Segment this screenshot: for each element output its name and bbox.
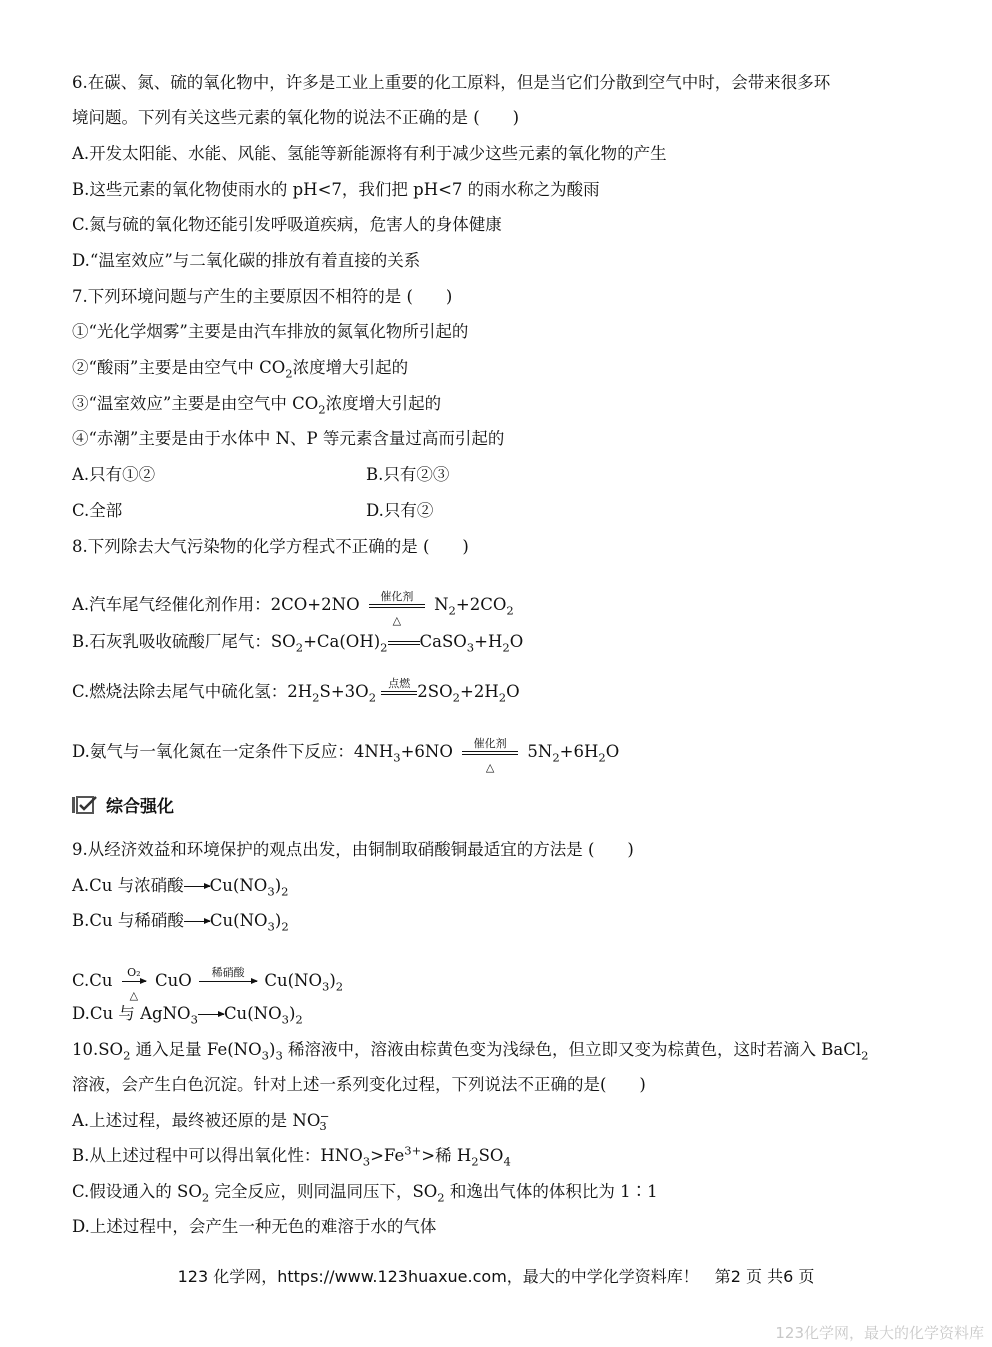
page-footer: 123 化学网，https://www.123huaxue.com，最大的中学化学资料库！ 第2 页 共6 页 — [177, 1267, 815, 1286]
q6-option-c: C.氮与硫的氧化物还能引发呼吸道疾病，危害人的身体健康 — [72, 215, 502, 234]
q8-option-d: D.氨气与一氧化氮在一定条件下反应：$4NH_3+6NO$ 催化剂 △ $5N_2+6H_2O$ — [72, 736, 620, 774]
q10-stem-line1: $10.SO_2$ 通入足量 $Fe(NO_3)_3$ 稀溶液中，溶液由棕黄色变为浅绿色，但立即又变为棕黄色，这时若滴入 BaCl$_2$ — [72, 1040, 869, 1063]
q6-stem-line2: 境问题。下列有关这些元素的氧化物的说法不正确的是 ( ) — [72, 108, 520, 127]
watermark: 123化学网，最大的化学资料库 — [775, 1324, 984, 1342]
q9-stem: 9.从经济效益和环境保护的观点出发，由铜制取硝酸铜最适宜的方法是 ( ) — [72, 840, 634, 859]
acid-arrow: 稀硝酸 — [199, 981, 257, 982]
q7-option-d: D.只有② — [366, 501, 434, 520]
q9-option-a: A.Cu 与浓硝酸 $Cu(NO_3)_2$ — [72, 876, 289, 899]
o2-arrow: O₂ △ — [122, 981, 146, 982]
q10-option-c: C.假设通入的 $SO_2$ 完全反应，则同温同压下，$SO_2$ 和逸出气体的体积比为 1∶1 — [72, 1182, 658, 1205]
q6-option-b: B.这些元素的氧化物使雨水的 pH<7，我们把 pH<7 的雨水称之为酸雨 — [72, 180, 600, 199]
q6-option-d: D.“温室效应”与二氧化碳的排放有着直接的关系 — [72, 251, 421, 270]
q9-option-b: B.Cu 与稀硝酸 $Cu(NO_3)_2$ — [72, 911, 289, 934]
section-title: 综合强化 — [106, 797, 174, 817]
q10-option-b: B.从上述过程中可以得出氧化性：$HNO_3>Fe^{3+}>$稀 $H_2SO_4$ — [72, 1143, 511, 1169]
q7-statement-4: ④“赤潮”主要是由于水体中 N、P 等元素含量过高而引起的 — [72, 429, 505, 448]
checkbox-icon — [72, 795, 98, 815]
q8-stem: 8.下列除去大气污染物的化学方程式不正确的是 ( ) — [72, 537, 469, 556]
q7-option-b: B.只有②③ — [366, 465, 450, 484]
q7-statement-1: ①“光化学烟雾”主要是由汽车排放的氮氧化物所引起的 — [72, 322, 469, 341]
q7-option-a: A.只有①② — [72, 465, 156, 484]
q8-option-b: B.石灰乳吸收硫酸厂尾气：$SO_2+Ca(OH)_2$ $CaSO_3+H_2O$ — [72, 632, 524, 655]
catalyst-condition: 催化剂 △ — [462, 751, 518, 755]
catalyst-condition: 催化剂 △ — [369, 604, 425, 608]
ignite-condition: 点燃 — [381, 691, 417, 695]
q9-option-d: D.Cu 与 AgNO$_3$ $Cu(NO_3)_2$ — [72, 1004, 303, 1027]
q8-option-a: A.汽车尾气经催化剂作用：2CO+2NO 催化剂 △ $N_2+2CO_2$ — [72, 589, 514, 627]
q7-statement-2: ②“酸雨”主要是由空气中 $CO_2$浓度增大引起的 — [72, 358, 409, 381]
q9-option-c: C.Cu O₂ △ CuO 稀硝酸 $Cu(NO_3)_2$ — [72, 966, 344, 1002]
q10-option-d: D.上述过程中，会产生一种无色的难溶于水的气体 — [72, 1217, 437, 1236]
q7-option-c: C.全部 — [72, 501, 123, 520]
q10-stem-line2: 溶液，会产生白色沉淀。针对上述一系列变化过程，下列说法不正确的是( ) — [72, 1075, 646, 1094]
q6-option-a: A.开发太阳能、水能、风能、氢能等新能源将有利于减少这些元素的氧化物的产生 — [72, 144, 667, 163]
q10-option-a: A.上述过程，最终被还原的是 $NO_3^-$ — [72, 1108, 330, 1134]
q6-stem-line1: 6.在碳、氮、硫的氧化物中，许多是工业上重要的化工原料，但是当它们分散到空气中时，会带来很多环 — [72, 73, 831, 92]
section-header — [72, 792, 174, 817]
q8-option-c: C.燃烧法除去尾气中硫化氢：$2H_2S+3O_2$ 点燃 $2SO_2+2H_2O$ — [72, 676, 520, 705]
q7-statement-3: ③“温室效应”主要是由空气中 $CO_2$浓度增大引起的 — [72, 394, 442, 417]
q7-stem: 7.下列环境问题与产生的主要原因不相符的是 ( ) — [72, 287, 453, 306]
